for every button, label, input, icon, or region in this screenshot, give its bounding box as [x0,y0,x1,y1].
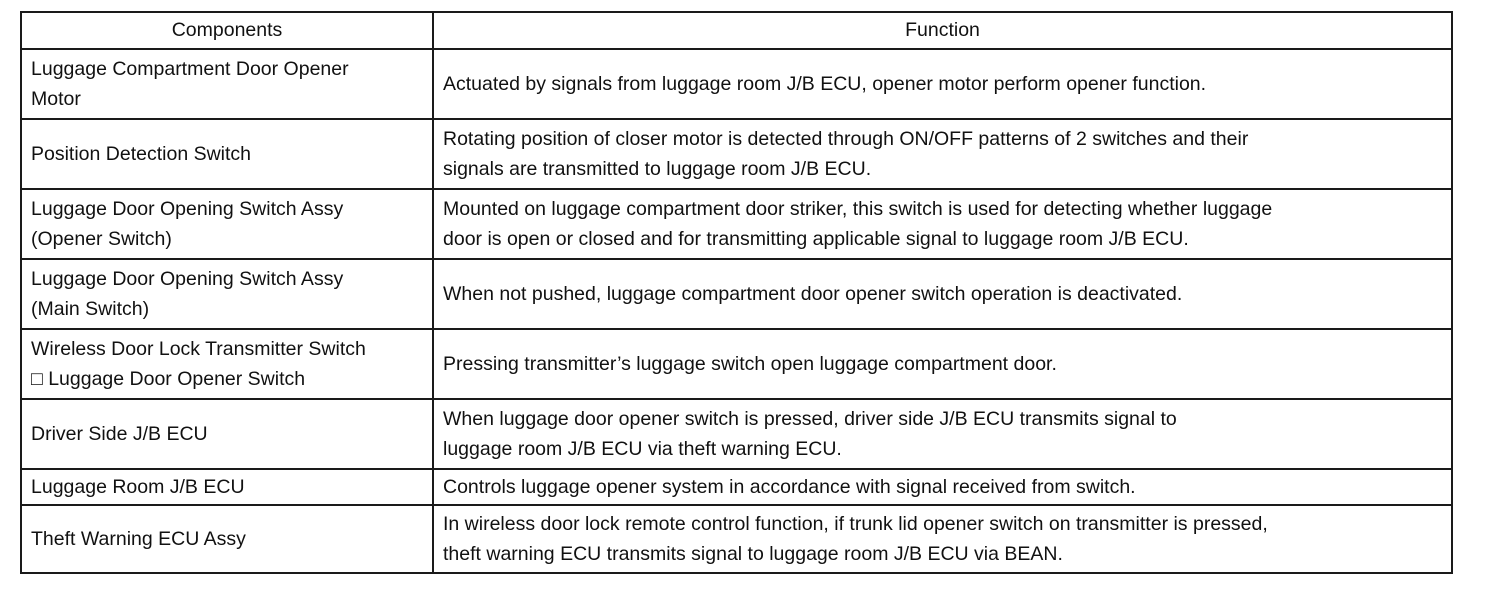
table-row [21,399,1452,469]
table-row [21,469,1452,505]
table-header-row [21,12,1452,49]
table-row [21,329,1452,399]
component-cell: Wireless Door Lock Transmitter Switch □ Luggage Door Opener Switch [21,329,433,399]
function-cell: Controls luggage opener system in accordance with signal received from switch. [433,469,1452,505]
components-function-table [20,11,1453,574]
component-cell: Driver Side J/B ECU [21,399,433,469]
function-cell: When luggage door opener switch is pressed, driver side J/B ECU transmits signal to luggage room J/B ECU via theft warning ECU. [433,399,1452,469]
component-cell: Luggage Compartment Door Opener Motor [21,49,433,119]
component-cell: Luggage Door Opening Switch Assy (Opener Switch) [21,189,433,259]
table-row [21,189,1452,259]
header-function: Function [433,12,1452,49]
function-cell: In wireless door lock remote control function, if trunk lid opener switch on transmitter is pressed, theft warning ECU transmits signal to luggage room J/B ECU via BEAN. [433,505,1452,573]
table-row [21,505,1452,573]
header-components: Components [21,12,433,49]
table-row [21,119,1452,189]
function-cell: Pressing transmitter’s luggage switch open luggage compartment door. [433,329,1452,399]
component-cell: Position Detection Switch [21,119,433,189]
component-cell: Luggage Door Opening Switch Assy (Main Switch) [21,259,433,329]
function-cell: Rotating position of closer motor is detected through ON/OFF patterns of 2 switches and their signals are transmitted to luggage room J/B ECU. [433,119,1452,189]
function-cell: Actuated by signals from luggage room J/B ECU, opener motor perform opener function. [433,49,1452,119]
table-row [21,259,1452,329]
component-cell: Luggage Room J/B ECU [21,469,433,505]
function-cell: Mounted on luggage compartment door striker, this switch is used for detecting whether luggage door is open or closed and for transmitting applicable signal to luggage room J/B ECU. [433,189,1452,259]
function-cell: When not pushed, luggage compartment door opener switch operation is deactivated. [433,259,1452,329]
table-row [21,49,1452,119]
component-cell: Theft Warning ECU Assy [21,505,433,573]
components-function-table-container [20,11,1451,574]
